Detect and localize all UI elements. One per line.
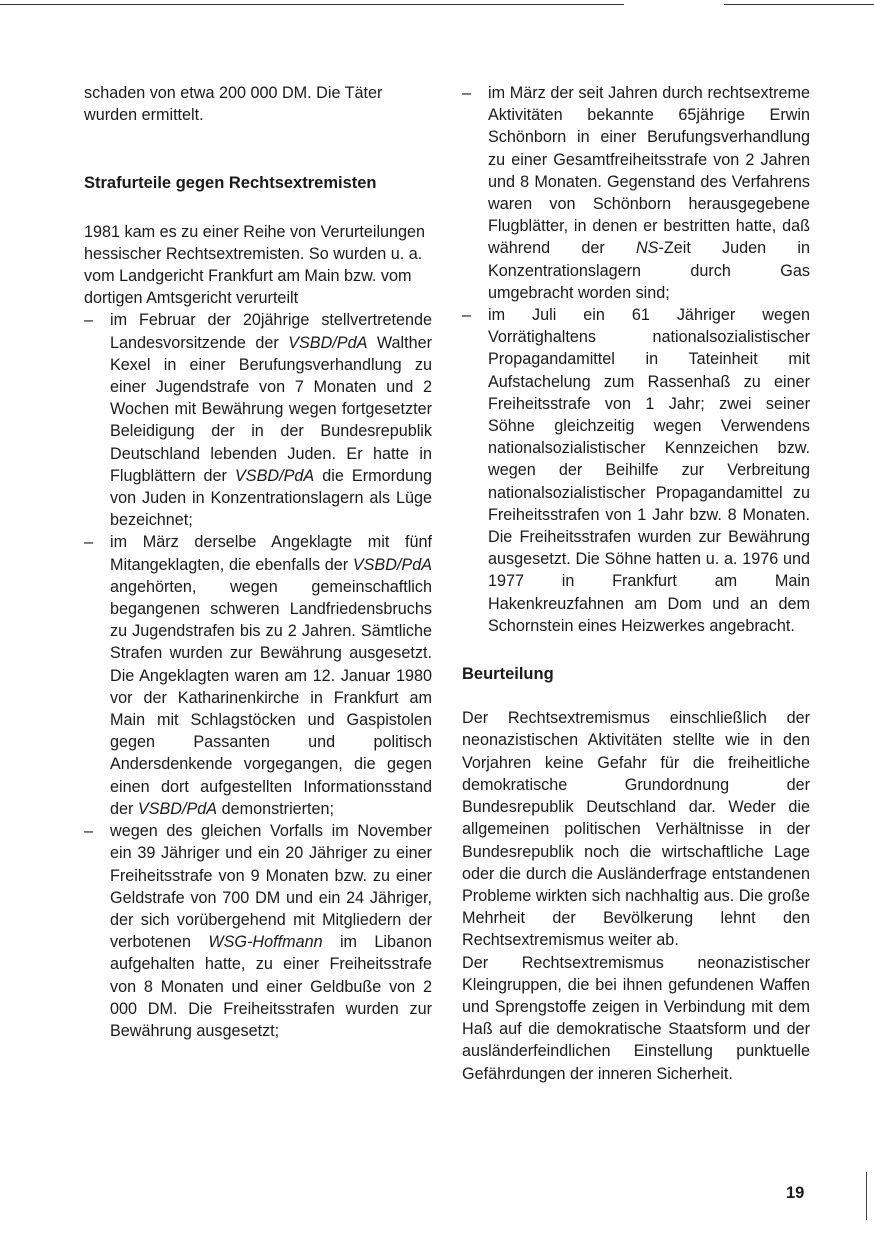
- lead-paragraph: 1981 kam es zu einer Reihe von Verurteilungen hessischer Rechtsextremisten. So wurden u. a. vom Landgericht Frankfurt am Main bzw. vom dortigen Amtsgericht verurteilt: [84, 222, 426, 308]
- list-item-text: Walther Kexel in einer Berufungsverhandlung zu einer Jugendstrafe von 7 Monaten und 2 Wochen mit Bewährung wegen fortgesetzter Beleidigung der in der Bundesrepublik Deutschland lebenden Juden. Er hatte in Flugblättern der: [110, 333, 432, 485]
- list-item-text: im Juli ein 61 Jähriger wegen Vorrätighaltens nationalsozialistischer Propagandamittel in Tateinheit mit Aufstachelung zum Rassenhaß zu einer Freiheitsstrafe von 1 Jahr; zwei seiner Söhne gleichzeitig wegen Verwendens nationalsozialistischer Kennzeichen bzw. wegen der Beihilfe zur Verbreitung nationalsozialistischer Propagandamittel zu Freiheitsstrafen von 1 Jahr bzw. 8 Monaten. Die Freiheitsstrafen wurden zur Bewährung ausgesetzt. Die Söhne hatten u. a. 1976 und 1977 in Frankfurt am Main Hakenkreuzfahnen am Dom und an dem Schornstein eines Heizwerkes angebracht.: [488, 306, 810, 635]
- assessment-paragraph-2: Der Rechtsextremismus neonazistischer Kleingruppen, die bei ihnen gefundenen Waffen und Sprengstoffe zeigen in Verbindung mit dem Haß auf die demokratische Staatsform und der ausländerfeindlichen Einstellung punktuelle Gefährdungen der inneren Sicherheit.: [462, 953, 810, 1083]
- dash-marker: –: [84, 533, 94, 552]
- dash-marker: –: [84, 822, 94, 841]
- right-column: [462, 82, 810, 1085]
- section-heading-strafurteile: Strafurteile gegen Rechtsextremisten: [84, 174, 377, 193]
- top-rule-right: [724, 4, 874, 5]
- list-item-text: wegen des gleichen Vorfalls im November ein 39 Jähriger und ein 20 Jähriger zu einer Freiheitsstrafe von 9 Monaten bzw. zu einer Geldstrafe von 700 DM und ein 24 Jähriger, der sich vorübergehend mit Mitgliedern der verbotenen: [110, 822, 432, 952]
- top-rule-left: [0, 4, 624, 5]
- era-abbreviation: NS: [635, 239, 659, 258]
- list-item-text: demonstrierten;: [217, 799, 335, 818]
- dash-marker: –: [462, 306, 472, 325]
- assessment-paragraph-1: Der Rechtsextremismus einschließlich der neonazistischen Aktivitäten stellte wie in den Vorjahren keine Gefahr für die freiheitliche demokratische Grundordnung der Bundesrepublik Deutschland dar. Weder die allgemeinen politischen Verhältnisse in der Bundesrepublik noch die wirtschaftliche Lage oder die durch die Ausländerfrage entstandenen Probleme wirkten sich nachhaltig aus. Die große Mehrheit der Bevölkerung lehnt den Rechtsextremismus weiter ab.: [462, 709, 810, 950]
- left-column: [84, 82, 432, 1042]
- list-item-2: [84, 531, 432, 820]
- list-item-text: im Februar der 20jährige stellvertretende Landesvorsitzende der: [110, 311, 432, 352]
- list-item-text: im Libanon aufgehalten hatte, zu einer Freiheitsstrafe von 8 Monaten und einer Geldbuße von 2 000 DM. Die Freiheitsstrafen wurden zur Bewährung ausgesetzt;: [110, 933, 432, 1040]
- list-item-text: im März derselbe Angeklagte mit fünf Mitangeklagten, die ebenfalls der: [110, 533, 432, 574]
- section-heading-beurteilung: Beurteilung: [462, 665, 554, 684]
- intro-paragraph: schaden von etwa 200 000 DM. Die Täter wurden ermittelt.: [84, 84, 383, 125]
- list-item-text: -Zeit Juden in Konzentrationslagern durch Gas umgebracht worden sind;: [488, 239, 810, 302]
- list-item-text: im März der seit Jahren durch rechtsextreme Aktivitäten bekannte 65jährige Erwin Schönborn in einer Berufungsverhandlung zu einer Gesamtfreiheitsstrafe von 2 Jahren und 8 Monaten. Gegenstand des Verfahrens waren von Schönborn herausgegebene Flugblätter, in denen er bestritten hatte, daß während der: [488, 84, 810, 258]
- list-item-1: [84, 309, 432, 531]
- list-item-5: [462, 304, 810, 637]
- list-item-text: angehörten, wegen gemeinschaftlich begangenen schweren Landfriedensbruchs zu Jugendstrafen bis zu 2 Jahren. Sämtliche Strafen wurden zur Bewährung ausgesetzt. Die Angeklagten waren am 12. Januar 1980 vor der Katharinenkirche in Frankfurt am Main mit Schlagstöcken und Gaspistolen gegen Passanten und politisch Andersdenkende vorgegangen, die gegen einen dort aufgestellten Informationsstand der: [110, 577, 432, 818]
- party-name: VSBD/PdA: [235, 466, 315, 485]
- list-item-text: die Ermordung von Juden in Konzentrationslagern als Lüge bezeichnet;: [110, 466, 432, 530]
- party-name: VSBD/PdA: [352, 555, 432, 574]
- party-name: VSBD/PdA: [137, 799, 218, 818]
- list-item-3: [84, 820, 432, 1042]
- dash-marker: –: [462, 84, 472, 102]
- party-name: VSBD/PdA: [288, 333, 368, 352]
- page-number: 19: [786, 1184, 805, 1202]
- list-item-4: [462, 82, 810, 304]
- page-edge-line: [866, 1172, 867, 1220]
- group-name: WSG-Hoffmann: [208, 933, 323, 952]
- dash-marker: –: [84, 311, 94, 330]
